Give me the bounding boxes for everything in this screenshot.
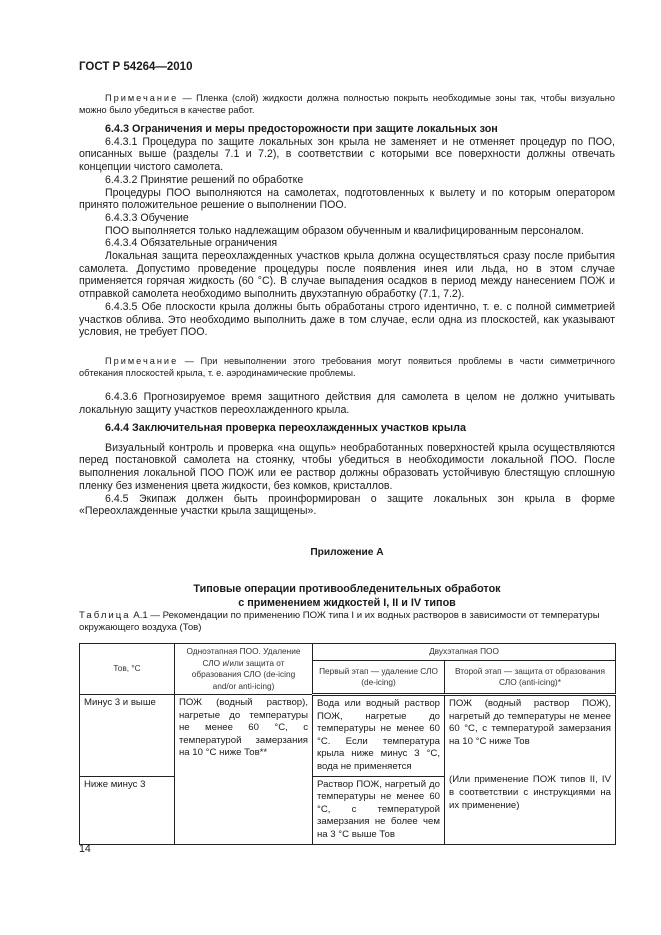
header-second-stage: Второй этап — защита от образования СЛО (anti-icing)* [445, 661, 616, 695]
note-1 [79, 92, 615, 116]
paragraph: ПОО выполняется только надлежащим образом обученным и квалифицированным персоналом. [105, 224, 584, 237]
subheading: 6.4.3.2 Принятие решений по обработке [105, 173, 304, 186]
cell-temperature: Минус 3 и выше [80, 695, 175, 777]
second-stage-alt: (Или применение ПОЖ типов II, IV в соответствии с инструкциями на их применение) [449, 774, 611, 811]
page-number: 14 [79, 843, 91, 855]
paragraph: Визуальный контроль и проверка «на ощупь» необработанных поверхностей крыла осуществляются перед постановкой самолета на стоянку, чтобы убедиться в необходимости локальной ПОО. После выполнения локальной ПОО ПОЖ или ее раствор должны образовать устойчивую блестящую сплошную пленку без изменения цвета жидкости, без комков, кристаллов. [79, 441, 615, 492]
recommendations-table [79, 643, 616, 845]
section-heading: 6.4.3 Ограничения и меры предосторожности при защите локальных зон [105, 123, 498, 135]
header-single-stage: Одноэтапная ПОО. Удаление СЛО и/или защита от образования СЛО (de-icing and/or anti-icing) [175, 644, 313, 695]
paragraph: 6.4.3.6 Прогнозируемое время защитного действия для самолета в целом не должно учитывать локальную защиту участков переохлажденного крыла. [79, 391, 615, 416]
cell-second-stage [445, 695, 616, 845]
subheading: 6.4.3.3 Обучение [105, 211, 189, 224]
appendix-title-line: с применением жидкостей I, II и IV типов [238, 597, 456, 609]
cell-temperature: Ниже минус 3 [80, 776, 175, 844]
paragraph: 6.4.3.1 Процедура по защите локальных зон крыла не заменяет и не отменяет процедур по ПОО, описанных выше (разделы 7.1 и 7.2), в соответствии с которыми все поверхности должны отвечать концепции чистого самолета. [79, 135, 615, 174]
cell-single-stage: ПОЖ (водный раствор), нагретые до температуры не менее 60 °С, с температурой замерзания на 10 °С ниже Тов** [175, 695, 313, 845]
header-temperature: Тов, °С [80, 644, 175, 695]
note-text: — При невыполнении этого требования могут появиться проблемы в части симметричного обтекания плоскостей крыла, т. е. аэродинамические проблемы. [79, 356, 615, 378]
appendix-label: Приложение А [310, 547, 384, 558]
paragraph: 6.4.5 Экипаж должен быть проинформирован о защите локальных зон крыла в форме «Переохлажденные участки крыла защищены». [79, 492, 615, 518]
section-6-4-4 [79, 422, 615, 518]
table-caption [79, 610, 615, 635]
note-label: Примечание [105, 93, 179, 103]
cell-first-stage: Раствор ПОЖ, нагретый до температуры не менее 60 °С, с температурой замерзания не более чем на 3 °С выше Тов [313, 776, 445, 844]
second-stage-main: ПОЖ (водный раствор ПОЖ), нагретый до температуры не менее 60 °С, с температурой замерзания на 10 °С ниже Тов [449, 698, 611, 747]
appendix-title [79, 582, 615, 610]
table-row [80, 695, 616, 777]
section-6-4-3 [79, 123, 615, 339]
section-heading: 6.4.4 Заключительная проверка переохлажденных участков крыла [105, 422, 466, 434]
note-text: — Пленка (слой) жидкости должна полностью покрыть необходимые зоны так, чтобы визуально можно было убедиться в качестве работ. [79, 93, 615, 115]
note-label: Примечание [105, 356, 179, 366]
header-two-stage: Двухэтапная ПОО [313, 644, 616, 661]
paragraph: 6.4.3.5 Обе плоскости крыла должны быть обработаны строго идентично, т. е. с полной симметрией участков облива. Это необходимо выполнить даже в том случае, если одна из плоскостей, как указывают условия, не требует ПОО. [79, 300, 615, 339]
paragraph: Локальная защита переохлажденных участков крыла должна осуществляться сразу после прибытия самолета. Допустимо проведение процедуры после появления инея или льда, но в этом случае применяется горячая жидкость (60 °С). В случае выпадения осадков в период между нанесением ПОЖ и отправкой самолета необходимо выполнить двухэтапную обработку (7.1, 7.2). [79, 250, 615, 301]
paragraph-6-4-3-6 [79, 391, 615, 416]
document-id-header: ГОСТ Р 54264—2010 [79, 61, 193, 73]
header-first-stage: Первый этап — удаление СЛО (de-icing) [313, 661, 445, 695]
table-caption-text: А.1 — Рекомендации по применению ПОЖ типа I и их водных растворов в зависимости от температуры окружающего воздуха (Тов) [79, 610, 600, 634]
subheading: 6.4.3.4 Обязательные ограничения [105, 237, 278, 250]
cell-first-stage: Вода или водный раствор ПОЖ, нагретые до температуры не менее 60 °С. Если температура крыла ниже минус 3 °С, вода не применяется [313, 695, 445, 777]
paragraph: Процедуры ПОО выполняются на самолетах, подготовленных к вылету и по которым оператором принято положительное решение о выполнении ПОО. [79, 186, 615, 212]
table-caption-label: Таблица [79, 610, 131, 621]
appendix-title-line: Типовые операции противообледенительных обработок [193, 583, 501, 595]
note-2 [79, 355, 615, 379]
